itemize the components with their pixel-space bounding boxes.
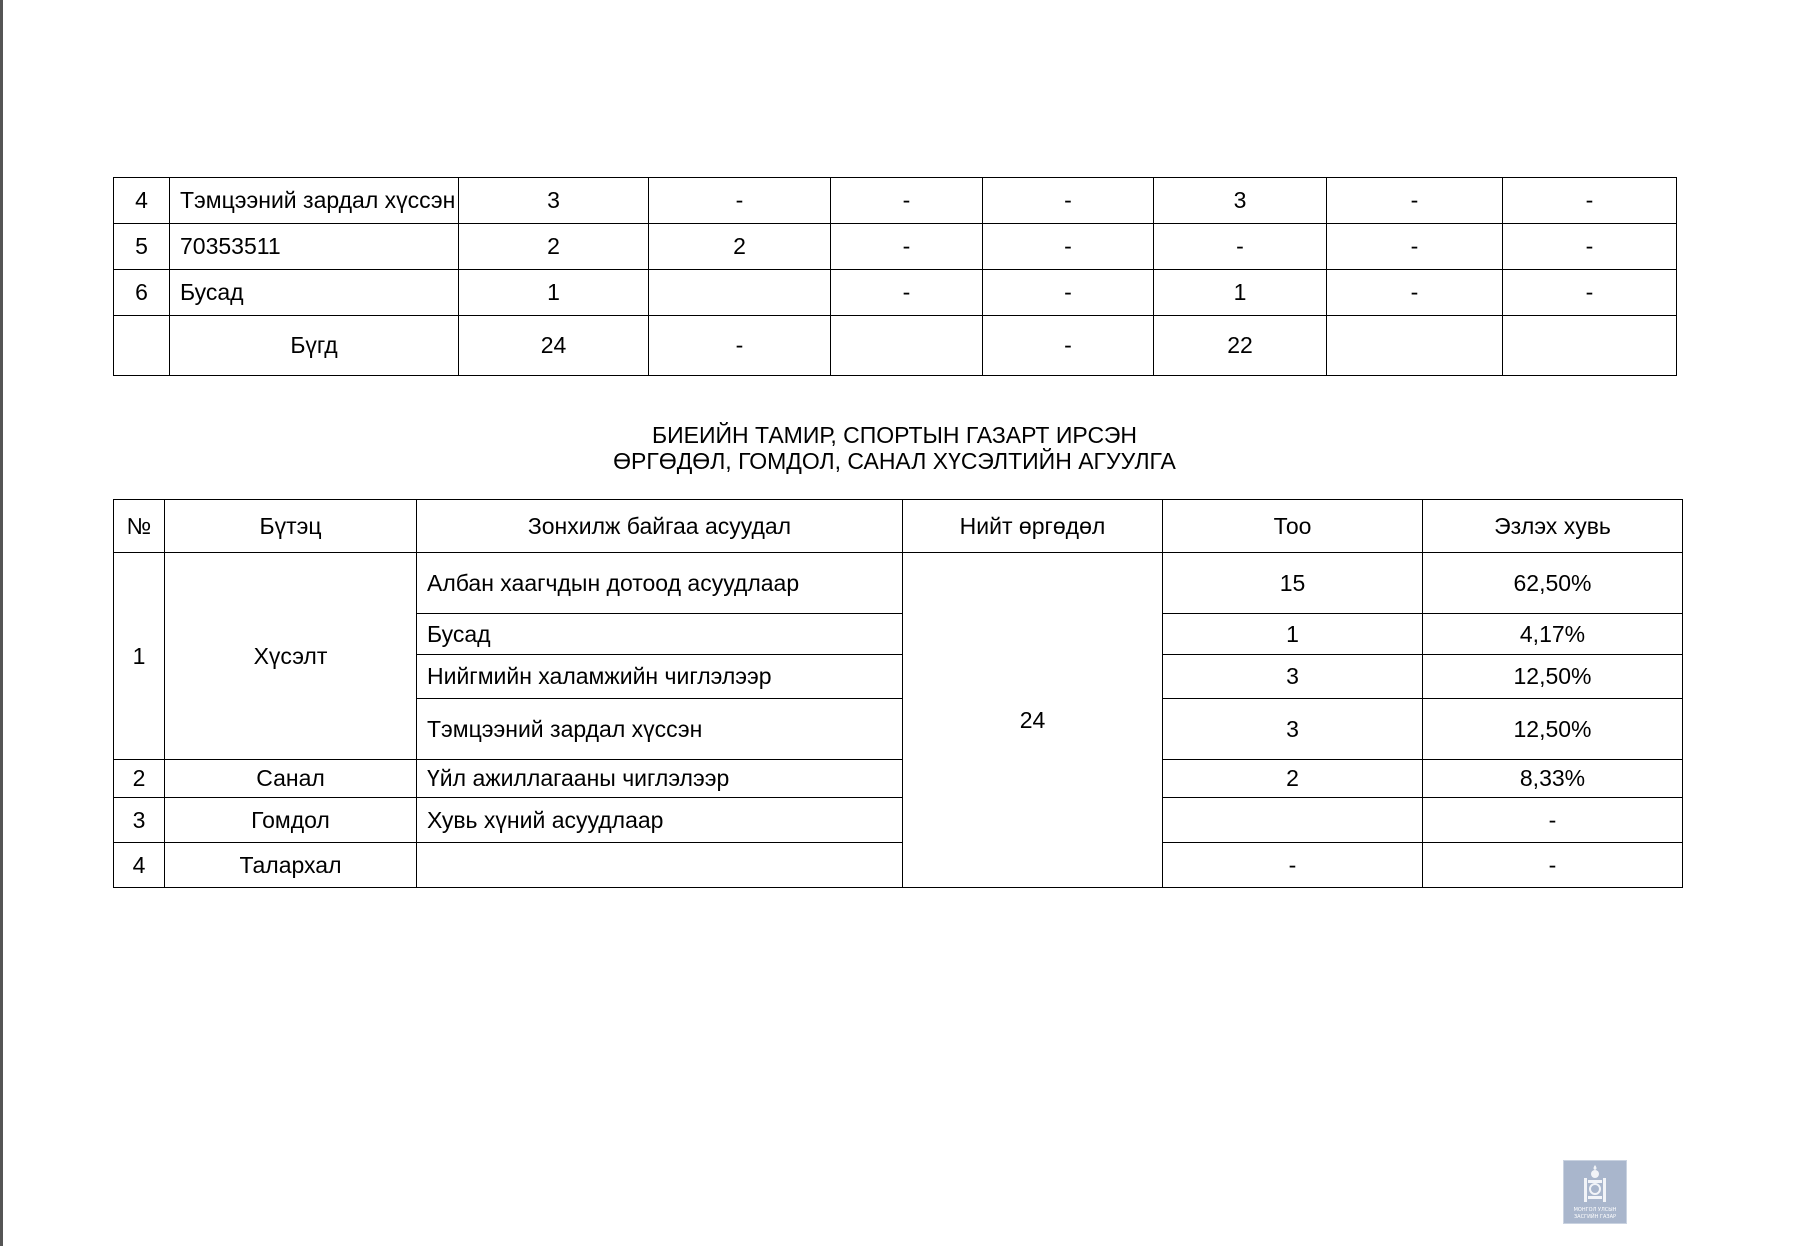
cell-value: - (983, 316, 1154, 376)
header-share: Эзлэх хувь (1423, 500, 1683, 553)
issue-cell (417, 843, 903, 888)
share-cell: - (1423, 798, 1683, 843)
cell-value: 24 (459, 316, 649, 376)
header-count: Тоо (1163, 500, 1423, 553)
row-label: Бусад (170, 270, 459, 316)
table-row (114, 178, 1677, 224)
issue-cell: Бусад (417, 614, 903, 655)
cell-value: - (831, 178, 983, 224)
cell-value: 2 (649, 224, 831, 270)
cell-value (649, 270, 831, 316)
issue-cell: Тэмцээний зардал хүссэн (417, 699, 903, 760)
government-seal (1563, 1160, 1627, 1224)
page-left-edge (0, 0, 3, 1246)
cell-value: - (1503, 178, 1677, 224)
count-cell: 2 (1163, 760, 1423, 798)
cell-value: - (649, 316, 831, 376)
cell-value: - (983, 270, 1154, 316)
requests-content-table (113, 499, 1683, 888)
count-cell: - (1163, 843, 1423, 888)
share-cell: 4,17% (1423, 614, 1683, 655)
row-number: 4 (114, 178, 170, 224)
cell-value: 2 (459, 224, 649, 270)
count-cell: 3 (1163, 655, 1423, 699)
row-label: Тэмцээний зардал хүссэн (170, 178, 459, 224)
svg-text:ЗАСГИЙН ГАЗАР: ЗАСГИЙН ГАЗАР (1573, 1214, 1617, 1220)
cell-value: 22 (1154, 316, 1327, 376)
header-number: № (114, 500, 165, 553)
cell-value: 3 (459, 178, 649, 224)
table-row (114, 270, 1677, 316)
total-requests-cell: 24 (903, 553, 1163, 888)
table-row (114, 224, 1677, 270)
table-row (114, 843, 1683, 888)
cell-value: - (1327, 270, 1503, 316)
request-type: Талархал (165, 843, 417, 888)
share-cell: 62,50% (1423, 553, 1683, 614)
count-cell: 15 (1163, 553, 1423, 614)
header-type: Бүтэц (165, 500, 417, 553)
table-header-row (114, 500, 1683, 553)
section-title-line: ӨРГӨДӨЛ, ГОМДОЛ, САНАЛ ХҮСЭЛТИЙН АГУУЛГА (613, 448, 1176, 474)
row-number: 5 (114, 224, 170, 270)
cell-value: - (983, 224, 1154, 270)
section-title-line: БИЕИЙН ТАМИР, СПОРТЫН ГАЗАРТ ИРСЭН (652, 422, 1137, 448)
cell-value: - (1327, 224, 1503, 270)
section-title (113, 422, 1676, 474)
row-label: 70353511 (170, 224, 459, 270)
cell-value: - (1154, 224, 1327, 270)
cell-value: - (1503, 270, 1677, 316)
request-type: Санал (165, 760, 417, 798)
share-cell: 12,50% (1423, 699, 1683, 760)
table-row (114, 553, 1683, 614)
row-number: 3 (114, 798, 165, 843)
header-issue: Зонхилж байгаа асуудал (417, 500, 903, 553)
share-cell: - (1423, 843, 1683, 888)
issue-cell: Үйл ажиллагааны чиглэлээр (417, 760, 903, 798)
request-type: Хүсэлт (165, 553, 417, 760)
count-cell: 3 (1163, 699, 1423, 760)
soyombo-emblem-icon (1564, 1161, 1626, 1223)
cell-value: - (649, 178, 831, 224)
total-row (114, 316, 1677, 376)
table-row (114, 760, 1683, 798)
cell-value: - (983, 178, 1154, 224)
request-type: Гомдол (165, 798, 417, 843)
issue-cell: Нийгмийн халамжийн чиглэлээр (417, 655, 903, 699)
row-number: 2 (114, 760, 165, 798)
header-total: Нийт өргөдөл (903, 500, 1163, 553)
statistics-table-continued (113, 177, 1677, 376)
cell-value: - (831, 224, 983, 270)
cell-value (831, 316, 983, 376)
issue-cell: Албан хаагчдын дотоод асуудлаар (417, 553, 903, 614)
cell-value: 1 (1154, 270, 1327, 316)
table-row (114, 798, 1683, 843)
cell-value: - (831, 270, 983, 316)
svg-text:МОНГОЛ УЛСЫН: МОНГОЛ УЛСЫН (1573, 1207, 1617, 1213)
row-number: 6 (114, 270, 170, 316)
empty-cell (114, 316, 170, 376)
cell-value: - (1503, 224, 1677, 270)
share-cell: 12,50% (1423, 655, 1683, 699)
issue-cell: Хувь хүний асуудлаар (417, 798, 903, 843)
row-number: 1 (114, 553, 165, 760)
cell-value: - (1327, 178, 1503, 224)
row-number: 4 (114, 843, 165, 888)
share-cell: 8,33% (1423, 760, 1683, 798)
total-label: Бүгд (170, 316, 459, 376)
cell-value: 1 (459, 270, 649, 316)
cell-value (1503, 316, 1677, 376)
cell-value: 3 (1154, 178, 1327, 224)
cell-value (1327, 316, 1503, 376)
count-cell: 1 (1163, 614, 1423, 655)
count-cell (1163, 798, 1423, 843)
